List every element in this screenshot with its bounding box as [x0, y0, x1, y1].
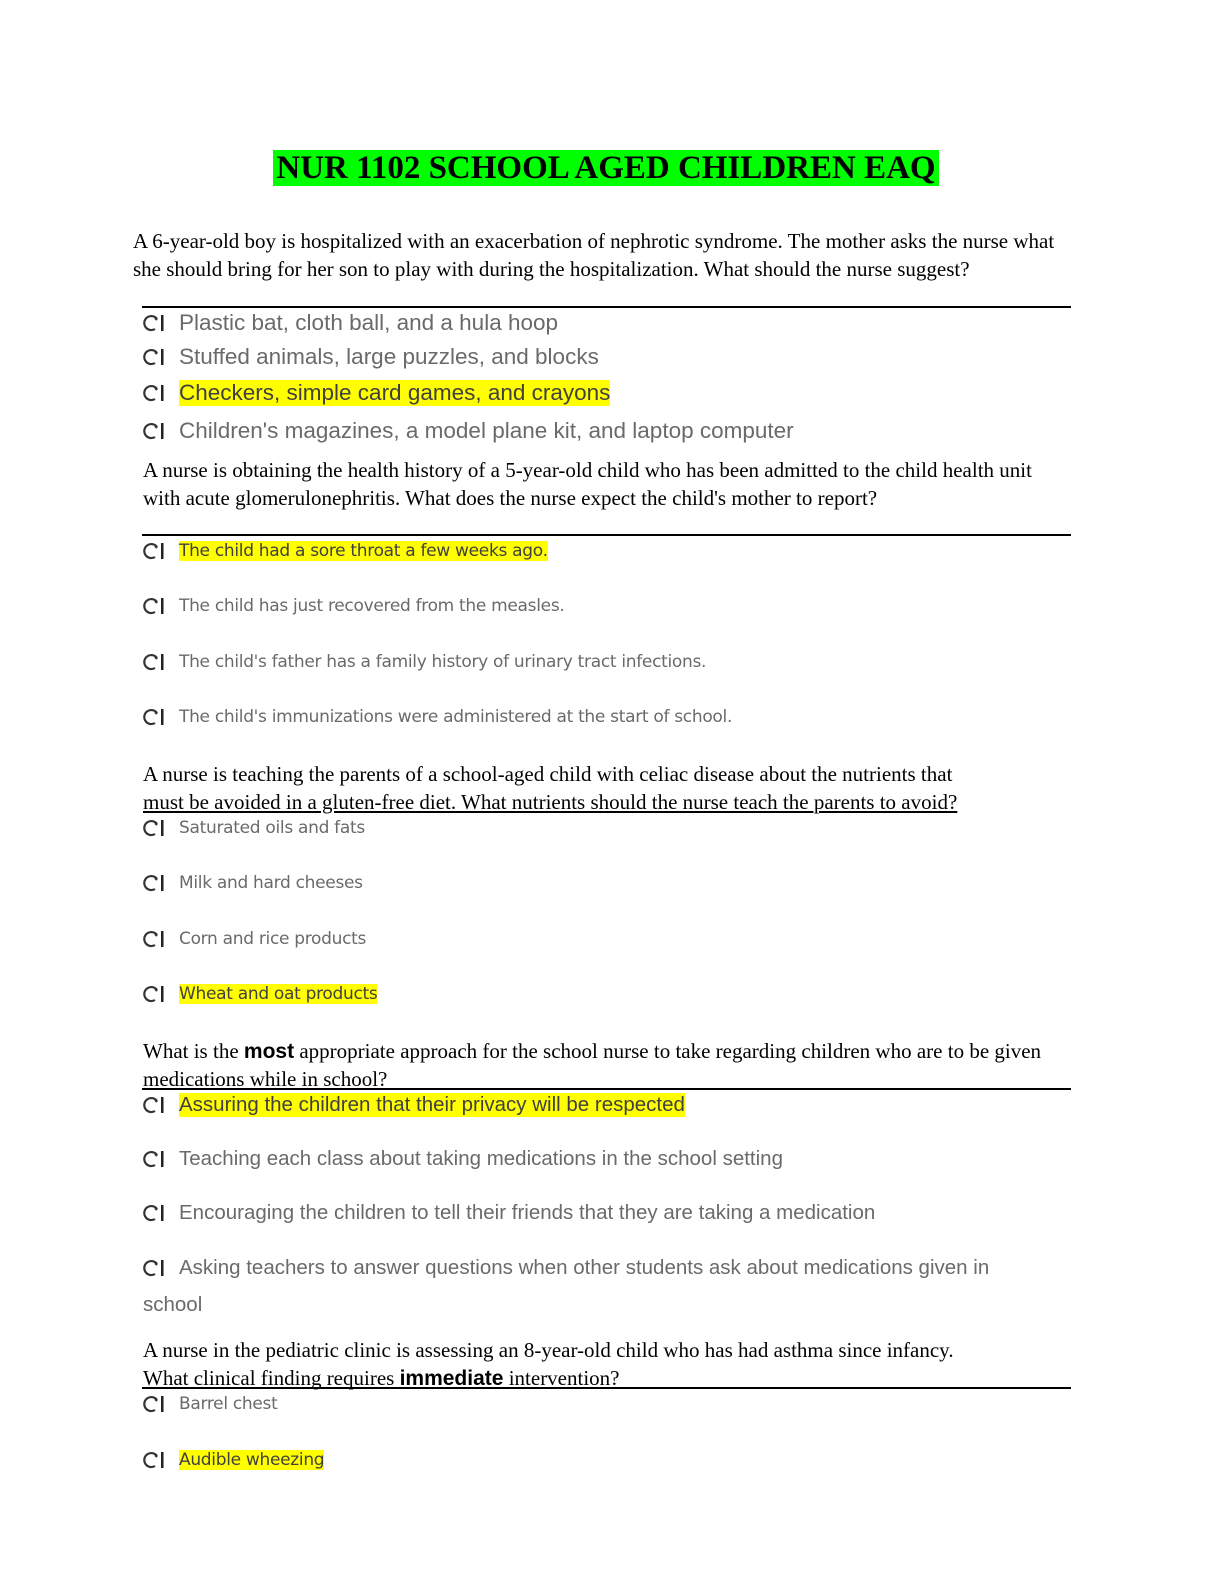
- q2-option-2[interactable]: [143, 595, 564, 617]
- radio-button-icon[interactable]: [143, 983, 171, 1005]
- document-title: [0, 147, 1212, 189]
- option-text: The child has just recovered from the measles.: [179, 596, 565, 616]
- q3-option-2[interactable]: [143, 872, 363, 894]
- question-5-emphasis: immediate: [399, 1366, 504, 1390]
- option-text-highlighted: Wheat and oat products: [179, 984, 378, 1004]
- question-3-line-2: must be avoided in a gluten-free diet. What nutrients should the nurse teach the parents to avoid?: [143, 789, 958, 814]
- title-text: NUR 1102 SCHOOL AGED CHILDREN EAQ: [273, 150, 938, 186]
- option-text-highlighted: The child had a sore throat a few weeks ago.: [179, 541, 548, 561]
- option-text: Milk and hard cheeses: [179, 873, 363, 893]
- q3-option-1[interactable]: [143, 817, 365, 839]
- q5-option-2[interactable]: [143, 1449, 324, 1471]
- q4-option-1[interactable]: [143, 1093, 685, 1117]
- radio-button-icon[interactable]: [143, 1094, 171, 1116]
- option-text: Plastic bat, cloth ball, and a hula hoop: [179, 310, 559, 335]
- radio-button-icon[interactable]: [143, 1257, 171, 1279]
- radio-button-icon[interactable]: [143, 540, 171, 562]
- q4-option-3[interactable]: [143, 1201, 875, 1225]
- q4-option-4[interactable]: [143, 1256, 989, 1280]
- question-5-rule: [142, 1387, 1071, 1389]
- q2-option-4[interactable]: [143, 706, 732, 728]
- option-text: Encouraging the children to tell their friends that they are taking a medication: [179, 1201, 876, 1224]
- radio-button-icon[interactable]: [143, 312, 171, 334]
- option-text: Barrel chest: [179, 1394, 278, 1414]
- q1-option-2[interactable]: [143, 344, 599, 370]
- question-1-rule: [142, 306, 1071, 308]
- question-5-text: [143, 1337, 1083, 1392]
- question-1-text: A 6-year-old boy is hospitalized with an exacerbation of nephrotic syndrome. The mother asks the nurse what she should bring for her son to play with during the hospitalization. What should the nurse suggest?: [133, 229, 1055, 281]
- question-4-rule: [142, 1088, 1071, 1090]
- q3-option-3[interactable]: [143, 928, 366, 950]
- question-5-text-post: intervention?: [503, 1365, 620, 1390]
- q2-option-3[interactable]: [143, 651, 706, 673]
- question-3-line-1: A nurse is teaching the parents of a school-aged child with celiac disease about the nutrients that: [143, 762, 953, 786]
- option-text-highlighted: Checkers, simple card games, and crayons: [179, 380, 611, 405]
- question-2-rule: [142, 534, 1071, 536]
- question-4-text: [143, 1038, 1068, 1093]
- radio-button-icon[interactable]: [143, 346, 171, 368]
- option-text: Children's magazines, a model plane kit, and laptop computer: [179, 418, 794, 443]
- question-4-text-pre: What is the: [143, 1039, 244, 1063]
- radio-button-icon[interactable]: [143, 1449, 171, 1471]
- question-2-text: A nurse is obtaining the health history of a 5-year-old child who has been admitted to the child health unit with acute glomerulonephritis. What does the nurse expect the child's mother to report?: [143, 458, 1032, 510]
- question-4-text-post: appropriate approach for the school nurse to take regarding children who are to be given medications while in school?: [143, 1039, 1042, 1091]
- q1-option-1[interactable]: [143, 310, 558, 336]
- q2-option-1[interactable]: [143, 540, 548, 562]
- option-text: The child's father has a family history of urinary tract infections.: [179, 652, 707, 672]
- q4-option-2[interactable]: [143, 1147, 783, 1171]
- option-text-highlighted: Assuring the children that their privacy will be respected: [179, 1093, 685, 1116]
- radio-button-icon[interactable]: [143, 1202, 171, 1224]
- option-text: Asking teachers to answer questions when other students ask about medications given in: [179, 1256, 990, 1279]
- question-3-text: [143, 761, 1083, 816]
- option-text: Teaching each class about taking medications in the school setting: [179, 1147, 783, 1170]
- q3-option-4[interactable]: [143, 983, 377, 1005]
- option-text: Corn and rice products: [179, 929, 367, 949]
- q1-option-3[interactable]: [143, 380, 610, 406]
- q4-option-4-continuation: school: [143, 1293, 203, 1316]
- radio-button-icon[interactable]: [143, 382, 171, 404]
- radio-button-icon[interactable]: [143, 817, 171, 839]
- radio-button-icon[interactable]: [143, 420, 171, 442]
- radio-button-icon[interactable]: [143, 872, 171, 894]
- radio-button-icon[interactable]: [143, 1393, 171, 1415]
- option-text-highlighted: Audible wheezing: [179, 1450, 325, 1470]
- question-5-line-1: A nurse in the pediatric clinic is assessing an 8-year-old child who has had asthma since infancy.: [143, 1338, 954, 1362]
- radio-button-icon[interactable]: [143, 1148, 171, 1170]
- option-text: The child's immunizations were administered at the start of school.: [179, 707, 733, 727]
- radio-button-icon[interactable]: [143, 595, 171, 617]
- question-5-text-pre: What clinical finding requires: [143, 1365, 400, 1390]
- question-4-emphasis: most: [243, 1040, 295, 1063]
- radio-button-icon[interactable]: [143, 706, 171, 728]
- radio-button-icon[interactable]: [143, 651, 171, 673]
- radio-button-icon[interactable]: [143, 928, 171, 950]
- option-text: Saturated oils and fats: [179, 818, 365, 838]
- q1-option-4[interactable]: [143, 418, 794, 444]
- q5-option-1[interactable]: [143, 1393, 277, 1415]
- option-text: Stuffed animals, large puzzles, and blocks: [179, 344, 599, 369]
